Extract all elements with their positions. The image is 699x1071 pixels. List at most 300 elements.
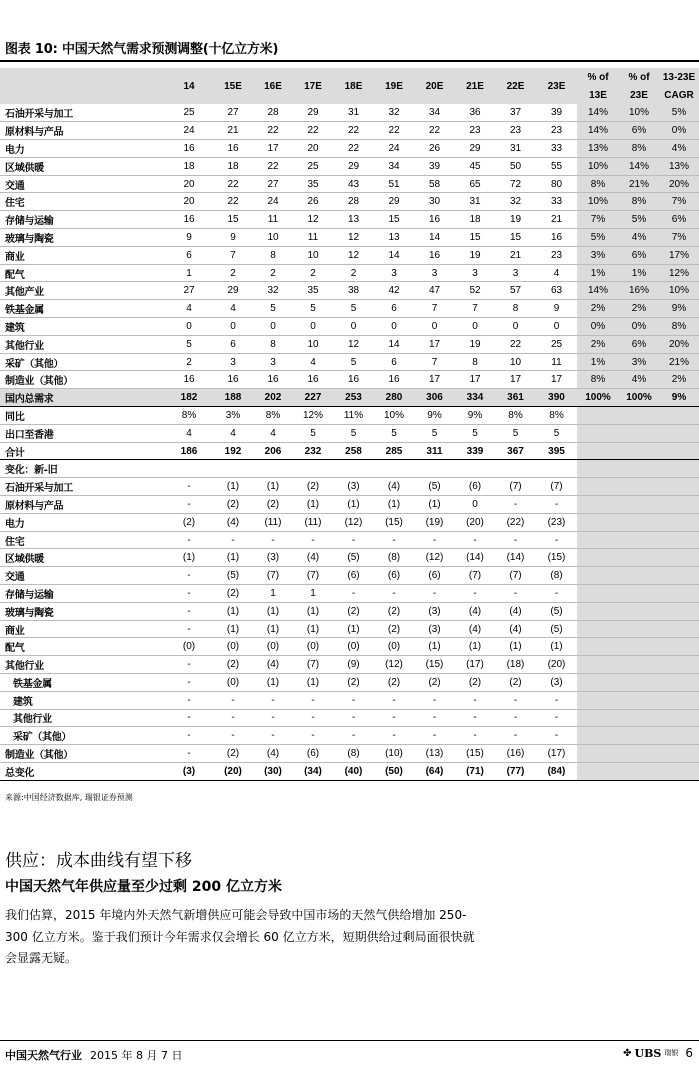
value-cell: (1) xyxy=(213,549,253,567)
value-cell: 258 xyxy=(333,442,374,460)
value-cell: 22 xyxy=(293,122,333,140)
table-row xyxy=(0,674,699,692)
value-cell: 0 xyxy=(495,318,536,336)
p23-cell: 8% xyxy=(619,140,659,158)
value-cell: 30 xyxy=(414,193,455,211)
value-cell: (77) xyxy=(495,762,536,780)
table-row xyxy=(0,157,699,175)
value-cell: 11 xyxy=(293,229,333,247)
p13-cell xyxy=(577,656,619,674)
value-cell: - xyxy=(536,727,577,745)
footer-rule xyxy=(0,1040,699,1041)
p13-cell xyxy=(577,531,619,549)
value-cell: 2 xyxy=(213,264,253,282)
value-cell: 14 xyxy=(374,246,414,264)
value-cell: 47 xyxy=(414,282,455,300)
value-cell: 36 xyxy=(455,104,495,122)
value-cell: (1) xyxy=(414,496,455,514)
value-cell: - xyxy=(165,691,213,709)
value-cell: 10% xyxy=(374,407,414,425)
value-cell: (0) xyxy=(253,638,293,656)
value-cell: 24 xyxy=(253,193,293,211)
p23-cell xyxy=(619,620,659,638)
value-cell: - xyxy=(414,531,455,549)
p23-cell xyxy=(619,442,659,460)
p23-cell: 10% xyxy=(619,104,659,122)
value-cell: - xyxy=(414,727,455,745)
value-cell: (6) xyxy=(333,567,374,585)
p13-cell: 8% xyxy=(577,371,619,389)
value-cell xyxy=(536,460,577,478)
value-cell: (15) xyxy=(374,513,414,531)
value-cell: 5 xyxy=(374,424,414,442)
value-cell: 29 xyxy=(213,282,253,300)
value-cell: 29 xyxy=(333,157,374,175)
value-cell: (2) xyxy=(253,496,293,514)
year-header: 23E xyxy=(536,68,577,104)
value-cell: 31 xyxy=(495,140,536,158)
value-cell: 23 xyxy=(495,122,536,140)
value-cell: (0) xyxy=(213,674,253,692)
value-cell: - xyxy=(333,585,374,603)
value-cell: - xyxy=(495,727,536,745)
value-cell: 4 xyxy=(165,424,213,442)
value-cell: (1) xyxy=(293,602,333,620)
value-cell xyxy=(253,460,293,478)
value-cell: (4) xyxy=(293,549,333,567)
value-cell: 43 xyxy=(333,175,374,193)
p13-cell xyxy=(577,424,619,442)
value-cell: 0 xyxy=(253,318,293,336)
value-cell: 17 xyxy=(536,371,577,389)
year-header: 15E xyxy=(213,68,253,104)
value-cell: 37 xyxy=(495,104,536,122)
value-cell: (0) xyxy=(213,638,253,656)
p13-cell: 14% xyxy=(577,282,619,300)
row-label: 出口至香港 xyxy=(0,424,165,442)
value-cell: 35 xyxy=(293,175,333,193)
value-cell: 11 xyxy=(253,211,293,229)
cagr-cell: 7% xyxy=(659,229,699,247)
row-label: 交通 xyxy=(0,567,165,585)
value-cell: - xyxy=(333,727,374,745)
value-cell: (2) xyxy=(414,674,455,692)
value-cell: 3 xyxy=(455,264,495,282)
value-cell: (20) xyxy=(213,762,253,780)
cagr-cell xyxy=(659,620,699,638)
p23-cell: 4% xyxy=(619,371,659,389)
p13-cell xyxy=(577,567,619,585)
value-cell: 22 xyxy=(333,122,374,140)
table-row xyxy=(0,656,699,674)
value-cell: 12 xyxy=(293,211,333,229)
value-cell: (2) xyxy=(455,674,495,692)
table-row xyxy=(0,727,699,745)
value-cell: - xyxy=(374,531,414,549)
value-cell: 5 xyxy=(165,335,213,353)
value-cell: 5 xyxy=(536,424,577,442)
value-cell: 15 xyxy=(374,211,414,229)
p13-cell xyxy=(577,709,619,727)
value-cell: (7) xyxy=(293,656,333,674)
value-cell: 14 xyxy=(374,335,414,353)
value-cell: - xyxy=(165,478,213,496)
table-row xyxy=(0,496,699,514)
value-cell: (30) xyxy=(253,762,293,780)
value-cell: 17 xyxy=(455,371,495,389)
p13-cell xyxy=(577,585,619,603)
value-cell xyxy=(455,460,495,478)
value-cell: 50 xyxy=(495,157,536,175)
value-cell: 7 xyxy=(414,353,455,371)
year-header: 16E xyxy=(253,68,293,104)
section-heading: 供应：成本曲线有望下移 xyxy=(5,851,192,871)
value-cell: 0 xyxy=(293,318,333,336)
row-label: 玻璃与陶瓷 xyxy=(0,602,165,620)
value-cell: - xyxy=(333,709,374,727)
value-cell: 4 xyxy=(213,300,253,318)
value-cell: 33 xyxy=(536,140,577,158)
cagr-cell: 20% xyxy=(659,335,699,353)
value-cell: - xyxy=(374,691,414,709)
row-label: 制造业（其他） xyxy=(0,745,165,763)
table-row xyxy=(0,585,699,603)
cagr-cell xyxy=(659,602,699,620)
value-cell: (15) xyxy=(414,656,455,674)
value-cell: - xyxy=(253,727,293,745)
p23-cell: 6% xyxy=(619,122,659,140)
p13-cell: 3% xyxy=(577,246,619,264)
value-cell: (8) xyxy=(333,745,374,763)
value-cell: (19) xyxy=(414,513,455,531)
value-cell: 33 xyxy=(536,193,577,211)
p23-cell: 16% xyxy=(619,282,659,300)
value-cell: 19 xyxy=(495,211,536,229)
value-cell: 22 xyxy=(213,175,253,193)
value-cell: 52 xyxy=(455,282,495,300)
gas-demand-table xyxy=(0,68,699,781)
value-cell: - xyxy=(414,585,455,603)
value-cell: 17 xyxy=(414,371,455,389)
p23-cell xyxy=(619,656,659,674)
value-cell: (1) xyxy=(253,674,293,692)
value-cell: (3) xyxy=(414,620,455,638)
value-cell: (8) xyxy=(536,567,577,585)
row-label: 电力 xyxy=(0,140,165,158)
value-cell: - xyxy=(333,691,374,709)
value-cell: 1 xyxy=(293,585,333,603)
p13-cell xyxy=(577,691,619,709)
row-label: 原材料与产品 xyxy=(0,496,165,514)
value-cell: 5 xyxy=(333,353,374,371)
p23-cell xyxy=(619,709,659,727)
value-cell: - xyxy=(165,745,213,763)
value-cell xyxy=(293,460,333,478)
row-label: 交通 xyxy=(0,175,165,193)
value-cell: 285 xyxy=(374,442,414,460)
value-cell: - xyxy=(213,691,253,709)
value-cell: 26 xyxy=(293,193,333,211)
value-cell: - xyxy=(293,531,333,549)
cagr-cell xyxy=(659,762,699,780)
total-change-row xyxy=(0,762,699,780)
value-cell: - xyxy=(165,727,213,745)
year-header: 17E xyxy=(293,68,333,104)
value-cell: 80 xyxy=(536,175,577,193)
table-row xyxy=(0,353,699,371)
year-header: 22E xyxy=(495,68,536,104)
p13-cell: 7% xyxy=(577,211,619,229)
value-cell: 15 xyxy=(213,211,253,229)
value-cell: 22 xyxy=(253,122,293,140)
value-cell: (50) xyxy=(374,762,414,780)
year-header: 21E xyxy=(455,68,495,104)
p23-cell: 6% xyxy=(619,335,659,353)
p13-cell: 5% xyxy=(577,229,619,247)
value-cell: 38 xyxy=(333,282,374,300)
value-cell: 5 xyxy=(455,424,495,442)
value-cell: - xyxy=(455,691,495,709)
value-cell: (1) xyxy=(536,638,577,656)
page-number: 6 xyxy=(685,1046,693,1060)
value-cell: (3) xyxy=(536,674,577,692)
value-cell: 0 xyxy=(455,318,495,336)
pct23-header-top: % of xyxy=(619,68,659,86)
value-cell: (1) xyxy=(213,620,253,638)
value-cell: - xyxy=(455,531,495,549)
value-cell: 7 xyxy=(414,300,455,318)
value-cell: - xyxy=(536,531,577,549)
value-cell: (20) xyxy=(536,656,577,674)
value-cell: 26 xyxy=(414,140,455,158)
p13-cell: 1% xyxy=(577,353,619,371)
table-row xyxy=(0,211,699,229)
value-cell: 9 xyxy=(213,229,253,247)
value-cell: (71) xyxy=(455,762,495,780)
row-label: 商业 xyxy=(0,620,165,638)
table-body xyxy=(0,104,699,780)
value-cell: (7) xyxy=(293,567,333,585)
p13-cell xyxy=(577,407,619,425)
value-cell: - xyxy=(374,585,414,603)
value-cell: (5) xyxy=(414,478,455,496)
value-cell: 18 xyxy=(455,211,495,229)
value-cell: (13) xyxy=(414,745,455,763)
value-cell: 5 xyxy=(333,300,374,318)
pct-cell xyxy=(619,460,659,478)
value-cell: (2) xyxy=(213,496,253,514)
value-cell: (3) xyxy=(165,762,213,780)
p23-cell xyxy=(619,496,659,514)
table-row xyxy=(0,175,699,193)
row-label: 制造业（其他） xyxy=(0,371,165,389)
value-cell: - xyxy=(165,496,213,514)
value-cell: 5 xyxy=(293,300,333,318)
p23-cell xyxy=(619,531,659,549)
cagr-cell: 20% xyxy=(659,175,699,193)
value-cell: - xyxy=(414,691,455,709)
row-label: 存储与运输 xyxy=(0,585,165,603)
cagr-cell: 6% xyxy=(659,211,699,229)
p23-cell: 2% xyxy=(619,300,659,318)
p13-cell: 14% xyxy=(577,122,619,140)
value-cell: 18 xyxy=(165,157,213,175)
value-cell: (0) xyxy=(165,638,213,656)
value-cell: 0 xyxy=(455,496,495,514)
value-cell: 57 xyxy=(495,282,536,300)
value-cell: (6) xyxy=(455,478,495,496)
value-cell: 24 xyxy=(374,140,414,158)
p23-cell: 3% xyxy=(619,353,659,371)
value-cell: (7) xyxy=(536,478,577,496)
year-header: 20E xyxy=(414,68,455,104)
value-cell: 14 xyxy=(414,229,455,247)
table-row xyxy=(0,122,699,140)
value-cell: 6 xyxy=(165,246,213,264)
value-cell: 31 xyxy=(455,193,495,211)
cagr-cell xyxy=(659,745,699,763)
value-cell: 16 xyxy=(293,371,333,389)
figure-title: 图表 10: 中国天然气需求预测调整(十亿立方米) xyxy=(5,42,279,57)
p13-cell: 14% xyxy=(577,104,619,122)
footer-industry: 中国天然气行业 xyxy=(5,1049,82,1062)
value-cell: 12 xyxy=(333,229,374,247)
value-cell: 31 xyxy=(333,104,374,122)
value-cell: 25 xyxy=(165,104,213,122)
value-cell: - xyxy=(455,709,495,727)
value-cell: 13 xyxy=(333,211,374,229)
value-cell: (4) xyxy=(253,656,293,674)
p23-cell xyxy=(619,691,659,709)
table-row xyxy=(0,300,699,318)
value-cell: 182 xyxy=(165,389,213,407)
value-cell: (14) xyxy=(455,549,495,567)
cagr-cell xyxy=(659,424,699,442)
value-cell: - xyxy=(165,602,213,620)
value-cell: (1) xyxy=(165,549,213,567)
row-label: 建筑 xyxy=(0,691,165,709)
value-cell: (16) xyxy=(495,745,536,763)
pct13-header-bottom: 13E xyxy=(577,86,619,104)
pct23-header-bottom: 23E xyxy=(619,86,659,104)
value-cell: (1) xyxy=(253,602,293,620)
value-cell: (5) xyxy=(536,620,577,638)
value-cell: 6 xyxy=(374,300,414,318)
value-cell: 10 xyxy=(495,353,536,371)
table-row xyxy=(0,282,699,300)
value-cell: 8% xyxy=(536,407,577,425)
row-label: 配气 xyxy=(0,638,165,656)
value-cell: - xyxy=(333,531,374,549)
value-cell: - xyxy=(455,585,495,603)
cagr-cell xyxy=(659,478,699,496)
value-cell: (1) xyxy=(333,496,374,514)
cagr-cell: 9% xyxy=(659,300,699,318)
value-cell: (12) xyxy=(374,656,414,674)
value-cell: - xyxy=(165,656,213,674)
value-cell: (1) xyxy=(253,478,293,496)
p23-cell: 6% xyxy=(619,246,659,264)
value-cell: - xyxy=(293,727,333,745)
value-cell: 21 xyxy=(495,246,536,264)
value-cell: (8) xyxy=(374,549,414,567)
value-cell: 0 xyxy=(165,318,213,336)
value-cell: 20 xyxy=(293,140,333,158)
value-cell: 5 xyxy=(495,424,536,442)
value-cell: 2 xyxy=(165,353,213,371)
p23-cell xyxy=(619,478,659,496)
value-cell: (1) xyxy=(213,478,253,496)
value-cell: - xyxy=(165,567,213,585)
value-cell: 32 xyxy=(253,282,293,300)
value-cell: (2) xyxy=(374,602,414,620)
value-cell: 9 xyxy=(165,229,213,247)
value-cell: 19 xyxy=(455,335,495,353)
value-cell: 4 xyxy=(536,264,577,282)
value-cell: (5) xyxy=(536,602,577,620)
p23-cell xyxy=(619,424,659,442)
value-cell: 16 xyxy=(536,229,577,247)
value-cell: (34) xyxy=(293,762,333,780)
value-cell: (7) xyxy=(495,478,536,496)
value-cell: (6) xyxy=(293,745,333,763)
value-cell: (1) xyxy=(253,620,293,638)
p23-cell: 1% xyxy=(619,264,659,282)
row-label: 其他行业 xyxy=(0,335,165,353)
value-cell xyxy=(374,460,414,478)
cagr-cell: 4% xyxy=(659,140,699,158)
value-cell: - xyxy=(455,727,495,745)
value-cell: 29 xyxy=(293,104,333,122)
value-cell: - xyxy=(536,585,577,603)
p23-cell xyxy=(619,674,659,692)
row-label: 采矿（其他） xyxy=(0,727,165,745)
value-cell: 12 xyxy=(333,246,374,264)
value-cell: (3) xyxy=(414,602,455,620)
value-cell: 7 xyxy=(213,246,253,264)
row-label: 住宅 xyxy=(0,531,165,549)
row-label: 采矿（其他） xyxy=(0,353,165,371)
value-cell: (15) xyxy=(536,549,577,567)
p13-cell xyxy=(577,674,619,692)
value-cell: 17 xyxy=(253,140,293,158)
value-cell: 19 xyxy=(455,246,495,264)
value-cell: 8 xyxy=(253,335,293,353)
value-cell: 0 xyxy=(374,318,414,336)
value-cell: 11 xyxy=(536,353,577,371)
p13-cell xyxy=(577,602,619,620)
value-cell: 1 xyxy=(165,264,213,282)
row-label: 原材料与产品 xyxy=(0,122,165,140)
ubs-logo-suffix: 瑞银 xyxy=(664,1049,679,1057)
pct13-header-top: % of xyxy=(577,68,619,86)
cagr-header-bottom: CAGR xyxy=(659,86,699,104)
p13-cell: 0% xyxy=(577,318,619,336)
value-cell: (7) xyxy=(455,567,495,585)
value-cell: - xyxy=(374,709,414,727)
value-cell: 29 xyxy=(455,140,495,158)
cagr-cell: 10% xyxy=(659,282,699,300)
value-cell: - xyxy=(536,709,577,727)
p23-cell xyxy=(619,585,659,603)
row-label: 住宅 xyxy=(0,193,165,211)
row-label: 铁基金属 xyxy=(0,300,165,318)
value-cell: 58 xyxy=(414,175,455,193)
cagr-cell xyxy=(659,496,699,514)
row-label: 合计 xyxy=(0,442,165,460)
table-row xyxy=(0,567,699,585)
value-cell: 4 xyxy=(293,353,333,371)
